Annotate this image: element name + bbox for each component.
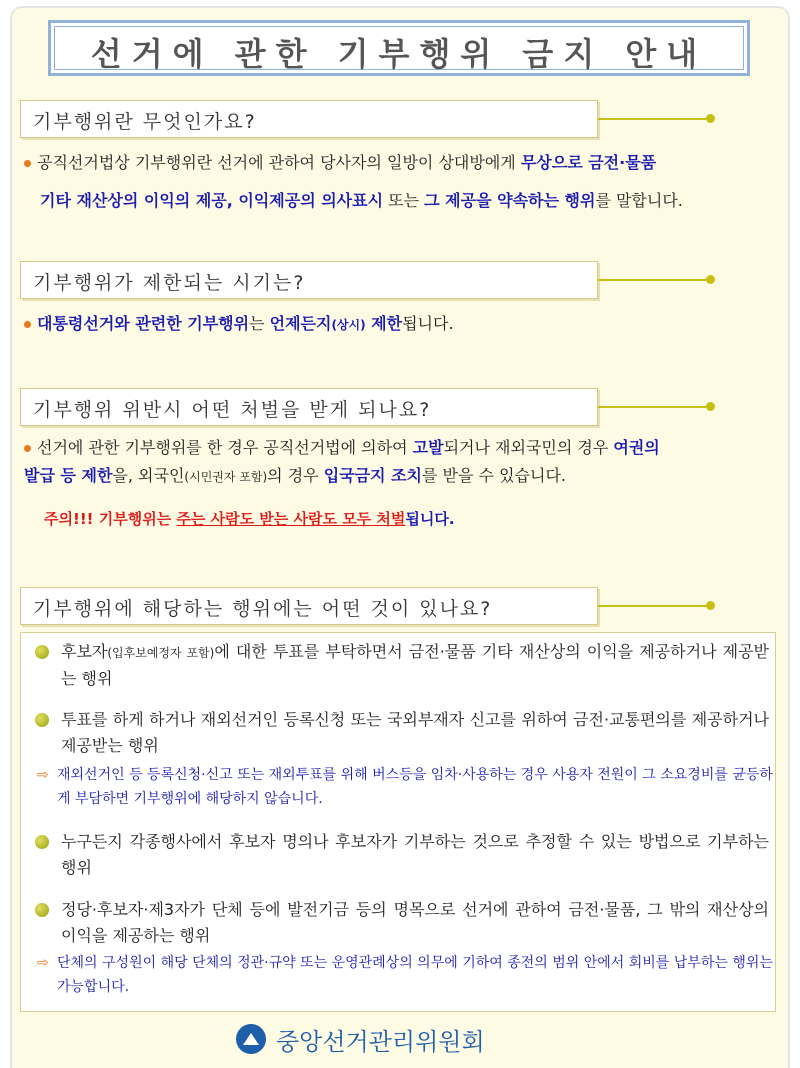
note-item: ⇨ 재외선거인 등 등록신청·신고 또는 재외투표를 위해 버스등을 임차·사용하는 경우 사용자 전원이 그 소요경비를 균등하게 부담하면 기부행위에 해당하지 않습니다.	[37, 763, 777, 811]
list-item: 누구든지 각종행사에서 후보자 명의나 후보자가 기부하는 것으로 추정할 수 있는 방법으로 기부하는 행위	[35, 829, 769, 881]
page-title: 선거에 관한 기부행위 금지 안내	[90, 35, 708, 73]
answer-1: 공직선거법상 기부행위란 선거에 관하여 당사자의 일방이 상대방에게 무상으로 금전·물품 기타 재산상의 이익의 제공, 이익제공의 의사표시 또는 그 제공을 약속하는 행위를 말합니다.	[24, 144, 784, 220]
bullet-icon	[24, 445, 31, 452]
list-item: 투표를 하게 하거나 재외선거인 등록신청 또는 국외부재자 신고를 위하여 금전·교통편의를 제공하거나 제공받는 행위	[35, 707, 769, 759]
question-dot-1	[706, 114, 715, 123]
answer-3: 선거에 관한 기부행위를 한 경우 공직선거법에 의하여 고발되거나 재외국민의 경우 여권의 발급 등 제한을, 외국인(시민권자 포함)의 경우 입국금지 조치를 받을 수 있습니다. 주의!!! 기부행위는 주는 사람도 받는 사람도 모두 처벌됩니다.	[24, 434, 784, 533]
title-banner	[48, 20, 750, 76]
question-connector-2	[598, 279, 706, 281]
bullet-icon	[24, 321, 31, 328]
org-name: 중앙선거관리위원회	[276, 1028, 485, 1056]
question-1: 기부행위란 무엇인가요?	[33, 111, 257, 133]
bullet-icon	[35, 903, 49, 917]
question-3: 기부행위 위반시 어떤 처벌을 받게 되나요?	[33, 399, 432, 421]
arrow-icon: ⇨	[37, 767, 49, 783]
question-connector-4	[598, 605, 706, 607]
question-dot-3	[706, 402, 715, 411]
question-connector-1	[598, 118, 706, 120]
bullet-icon	[24, 160, 31, 167]
question-box-1	[20, 100, 598, 138]
warning-note: 주의!!! 기부행위는 주는 사람도 받는 사람도 모두 처벌됩니다.	[44, 510, 455, 528]
note-item: ⇨ 단체의 구성원이 해당 단체의 정관·규약 또는 운영관례상의 의무에 기하여 종전의 범위 안에서 회비를 납부하는 행위는 가능합니다.	[37, 951, 777, 999]
bullet-icon	[35, 645, 49, 659]
list-item: 정당·후보자·제3자가 단체 등에 발전기금 등의 명목으로 선거에 관하여 금전·물품, 그 밖의 재산상의 이익을 제공하는 행위	[35, 897, 769, 949]
question-box-4	[20, 587, 598, 625]
answer-2: 대통령선거와 관련한 기부행위는 언제든지(상시) 제한됩니다.	[24, 305, 784, 344]
arrow-icon: ⇨	[37, 955, 49, 971]
bullet-icon	[35, 835, 49, 849]
bullet-icon	[35, 713, 49, 727]
question-4: 기부행위에 해당하는 행위에는 어떤 것이 있나요?	[33, 598, 493, 620]
question-connector-3	[598, 406, 706, 408]
question-dot-2	[706, 275, 715, 284]
question-box-3	[20, 388, 598, 426]
question-2: 기부행위가 제한되는 시기는?	[33, 272, 306, 294]
nec-logo-icon	[236, 1024, 266, 1054]
question-box-2	[20, 261, 598, 299]
list-item: 후보자(입후보예정자 포함)에 대한 투표를 부탁하면서 금전·물품 기타 재산상의 이익을 제공하거나 제공받는 행위	[35, 639, 769, 692]
question-dot-4	[706, 601, 715, 610]
examples-box	[20, 632, 776, 1012]
